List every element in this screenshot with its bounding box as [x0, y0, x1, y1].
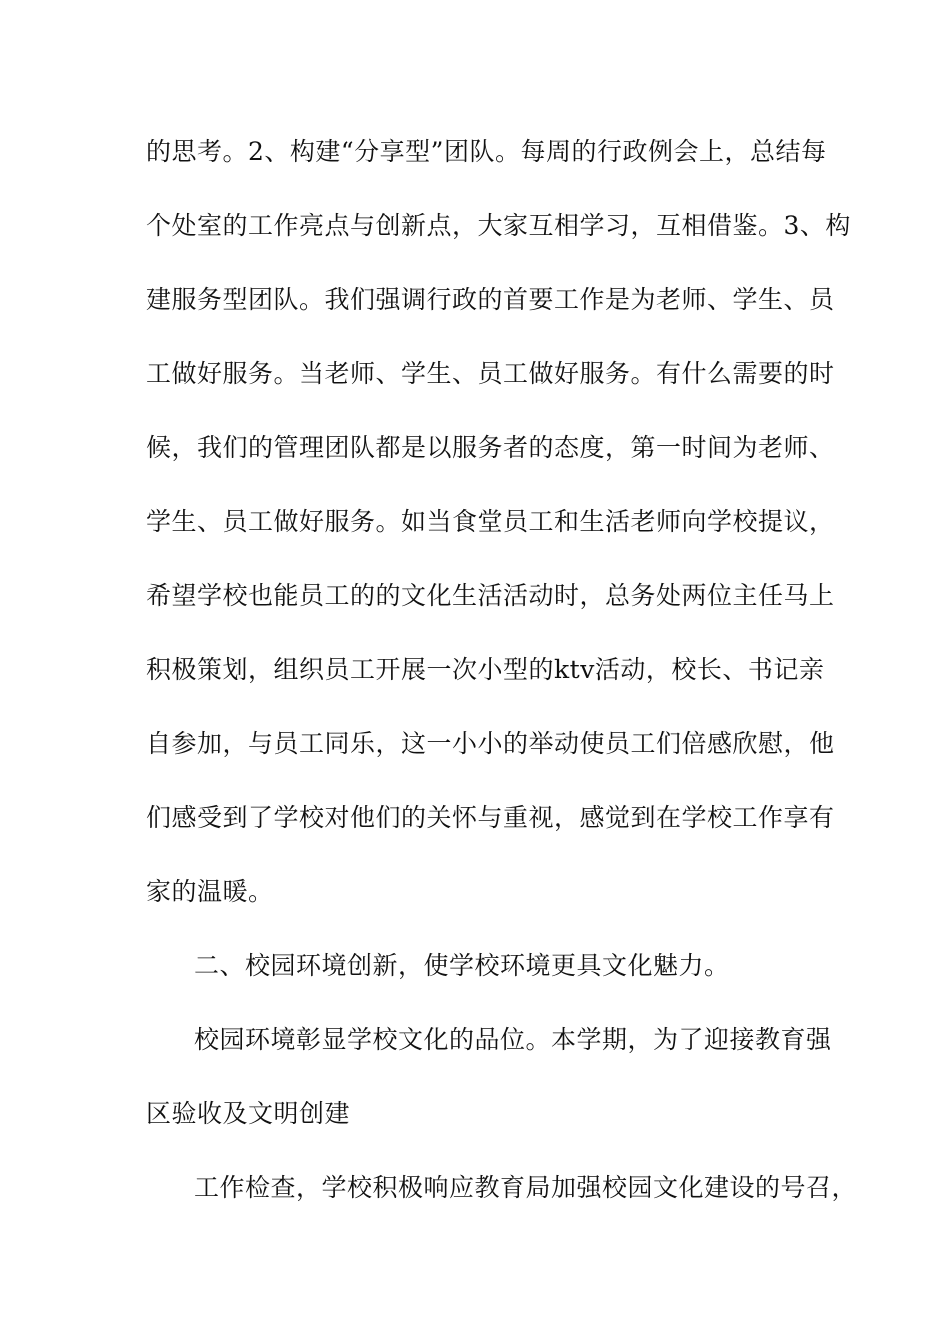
paragraph-line: 工作检查，学校积极响应教育局加强校园文化建设的号召，	[194, 1173, 858, 1202]
paragraph-line: 校园环境彰显学校文化的品位。本学期，为了迎接教育强	[194, 1025, 832, 1054]
paragraph-line: 建服务型团队。我们强调行政的首要工作是为老师、学生、员	[146, 285, 835, 314]
paragraph-line: 学生、员工做好服务。如当食堂员工和生活老师向学校提议，	[146, 507, 835, 536]
paragraph-line: 希望学校也能员工的的文化生活活动时，总务处两位主任马上	[146, 581, 835, 610]
section-heading: 二、校园环境创新，使学校环境更具文化魅力。	[194, 951, 730, 980]
paragraph-line: 的思考。2、构建“分享型”团队。每周的行政例会上，总结每	[146, 137, 827, 166]
paragraph-line: 候，我们的管理团队都是以服务者的态度，第一时间为老师、	[146, 433, 835, 462]
paragraph-line: 积极策划，组织员工开展一次小型的ktv活动，校长、书记亲	[146, 655, 825, 684]
paragraph-line: 家的温暖。	[146, 877, 274, 906]
paragraph-line: 个处室的工作亮点与创新点，大家互相学习，互相借鉴。3、构	[146, 211, 851, 240]
paragraph-line: 工做好服务。当老师、学生、员工做好服务。有什么需要的时	[146, 359, 835, 388]
paragraph-line: 区验收及文明创建	[146, 1099, 351, 1128]
paragraph-line: 自参加，与员工同乐，这一小小的举动使员工们倍感欣慰，他	[146, 729, 835, 758]
paragraph-line: 们感受到了学校对他们的关怀与重视，感觉到在学校工作享有	[146, 803, 835, 832]
